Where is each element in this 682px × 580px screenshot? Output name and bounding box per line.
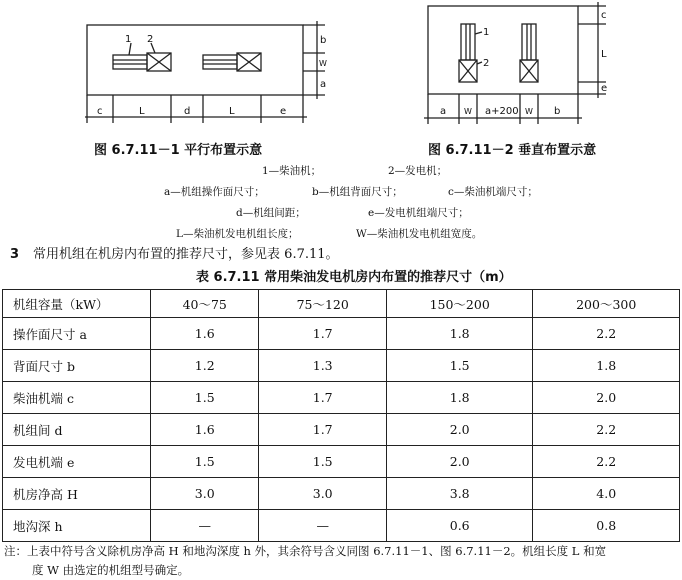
table-row	[3, 478, 680, 510]
table-cell: 1.8	[386, 318, 533, 350]
table-cell: 1.3	[259, 350, 386, 382]
figure-vertical-layout	[422, 2, 614, 130]
table-row-label: 发电机端 e	[3, 446, 151, 478]
legend-item-2: 2—发电机；	[388, 165, 448, 177]
dim-e: e	[280, 106, 287, 117]
table-cell: 2.0	[386, 446, 533, 478]
table-header-cell: 75～120	[259, 290, 386, 318]
parallel-layout-diagram	[85, 5, 330, 133]
table-cell: 2.2	[533, 414, 680, 446]
diesel-engine-block	[461, 24, 475, 60]
table-row	[3, 318, 680, 350]
dim-l1: L	[139, 106, 145, 117]
table-cell: 2.2	[533, 318, 680, 350]
dim-b: b	[320, 35, 327, 46]
table-cell: 1.5	[151, 382, 259, 414]
table-cell: 1.7	[259, 382, 386, 414]
legend-item-e: e—发电机组端尺寸；	[368, 207, 469, 219]
note-line-2: 度 W 由选定的机组型号确定。	[32, 563, 190, 577]
table-header-row	[3, 290, 680, 318]
dim-l: L	[601, 49, 607, 60]
dim-w2: W	[525, 107, 533, 116]
dim-l2: L	[229, 106, 235, 117]
table-row	[3, 350, 680, 382]
table-cell: 1.5	[386, 350, 533, 382]
legend-item-a: a—机组操作面尺寸；	[164, 186, 265, 198]
table-cell: 1.5	[259, 446, 386, 478]
dim-w1: W	[464, 107, 472, 116]
table-cell: 3.0	[259, 478, 386, 510]
table-header-cell: 40～75	[151, 290, 259, 318]
table-cell: 1.5	[151, 446, 259, 478]
table-cell: 3.8	[386, 478, 533, 510]
dim-e: e	[601, 83, 608, 94]
diesel-engine-block	[113, 55, 147, 69]
recommended-dimensions-table	[2, 289, 680, 542]
table-cell: 2.0	[386, 414, 533, 446]
table-cell: 1.7	[259, 318, 386, 350]
legend-item-d: d—机组间距；	[236, 207, 306, 219]
dim-c: c	[97, 106, 103, 117]
table-title: 表 6.7.11 常用柴油发电机房内布置的推荐尺寸（m）	[196, 270, 512, 285]
table-cell: 1.6	[151, 318, 259, 350]
diesel-engine-block	[203, 55, 237, 69]
table-row-label: 地沟深 h	[3, 510, 151, 542]
table-header-cell: 150～200	[386, 290, 533, 318]
table-row	[3, 446, 680, 478]
legend-item-c: c—柴油机端尺寸；	[448, 186, 538, 198]
table-cell: 3.0	[151, 478, 259, 510]
dim-c: c	[601, 10, 607, 21]
table-row	[3, 510, 680, 542]
table-row-label: 机组间 d	[3, 414, 151, 446]
label-generator: 2	[147, 34, 154, 45]
table-cell: 1.2	[151, 350, 259, 382]
label-generator: 2	[483, 58, 490, 69]
table-cell: 4.0	[533, 478, 680, 510]
table-cell: 1.8	[533, 350, 680, 382]
paragraph-text: 常用机组在机房内布置的推荐尺寸，参见表 6.7.11。	[33, 247, 339, 262]
body-paragraph	[10, 243, 339, 262]
table-row-label: 机房净高 H	[3, 478, 151, 510]
legend-item-1: 1—柴油机；	[262, 165, 322, 177]
table-header-cell: 200～300	[533, 290, 680, 318]
table-cell: 1.7	[259, 414, 386, 446]
label-diesel-engine: 1	[125, 34, 132, 45]
table-row-label: 操作面尺寸 a	[3, 318, 151, 350]
table-cell: 2.0	[533, 382, 680, 414]
note-line-1: 注：上表中符号含义除机房净高 H 和地沟深度 h 外，其余符号含义同图 6.7.11－1、图 6.7.11－2。机组长度 L 和宽	[4, 544, 607, 558]
table-header-cell: 机组容量（kW）	[3, 290, 151, 318]
table-cell: 2.2	[533, 446, 680, 478]
legend-item-l: L—柴油机发电机组长度；	[176, 228, 299, 240]
dim-a-plus: a+200	[485, 106, 519, 117]
legend-item-b: b—机组背面尺寸；	[312, 186, 403, 198]
table-note	[4, 542, 678, 580]
table-cell: —	[259, 510, 386, 542]
table-cell: —	[151, 510, 259, 542]
figure-parallel-layout	[85, 5, 330, 133]
diesel-engine-block	[522, 24, 536, 60]
table-cell: 0.6	[386, 510, 533, 542]
dim-a: a	[440, 106, 447, 117]
dim-a: a	[320, 79, 327, 90]
table-row-label: 柴油机端 c	[3, 382, 151, 414]
dim-w: W	[319, 59, 327, 68]
figure-caption-parallel: 图 6.7.11－1 平行布置示意	[94, 143, 263, 158]
vertical-layout-diagram	[422, 2, 614, 130]
table-cell: 1.6	[151, 414, 259, 446]
table-row-label: 背面尺寸 b	[3, 350, 151, 382]
figure-legend	[0, 160, 682, 242]
table-cell: 0.8	[533, 510, 680, 542]
legend-item-w: W—柴油机发电机组宽度。	[356, 228, 483, 240]
dim-b: b	[554, 106, 561, 117]
dim-d: d	[184, 106, 191, 117]
figure-caption-vertical: 图 6.7.11－2 垂直布置示意	[428, 143, 597, 158]
paragraph-number: 3	[10, 247, 20, 262]
table-cell: 1.8	[386, 382, 533, 414]
room-outline	[428, 6, 578, 94]
table-row	[3, 382, 680, 414]
table-row	[3, 414, 680, 446]
label-diesel-engine: 1	[483, 27, 490, 38]
